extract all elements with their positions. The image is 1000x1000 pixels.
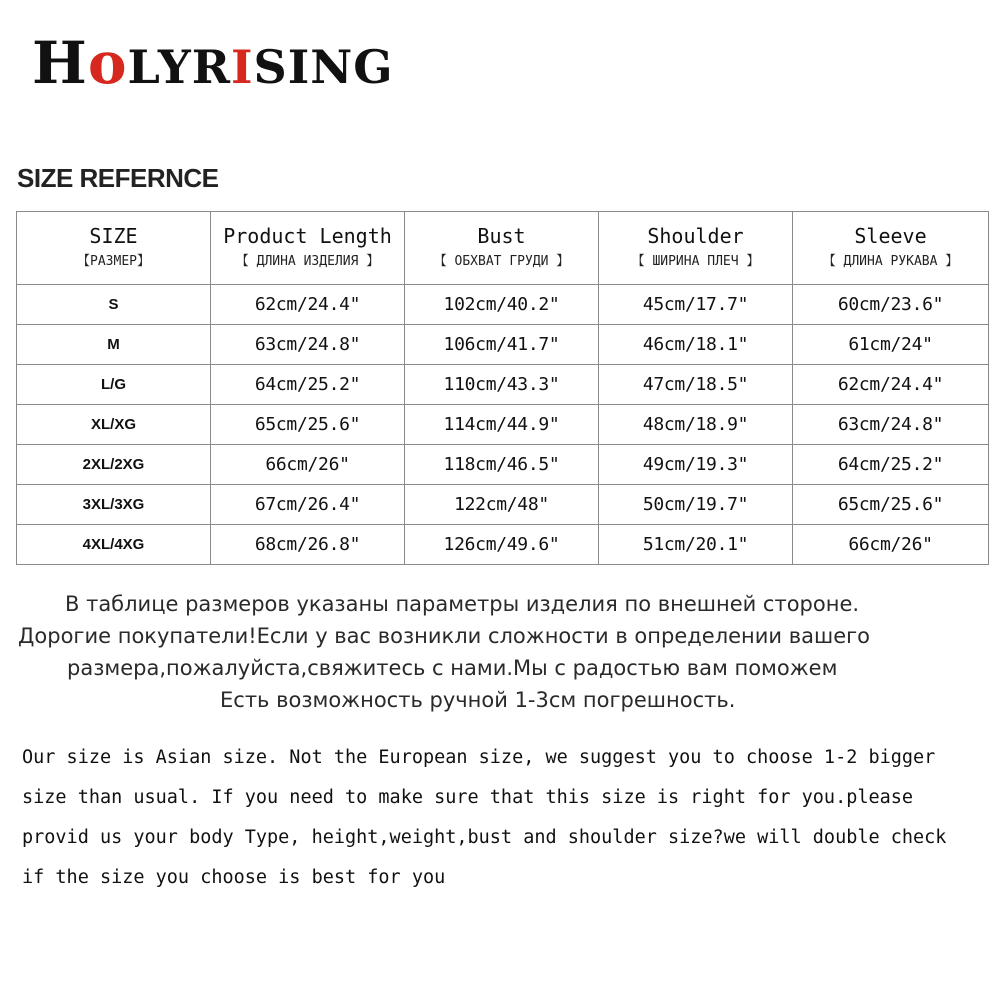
section-title: SIZE REFERNCE	[17, 163, 219, 193]
note-line: Our size is Asian size. Not the European size, we suggest you to choose 1-2 bigger	[22, 747, 936, 768]
table-row	[17, 365, 989, 405]
header-label: Sleeve	[854, 224, 927, 248]
header-label-ru: 【 ШИРИНА ПЛЕЧ 】	[631, 254, 760, 269]
cell-size: M	[17, 325, 211, 365]
table-row	[17, 405, 989, 445]
size-table	[16, 211, 989, 565]
table-row	[17, 525, 989, 565]
cell-shoulder: 50cm/19.7"	[599, 485, 793, 525]
table-row	[17, 285, 989, 325]
cell-bust: 122cm/48"	[405, 485, 599, 525]
header-label: Product Length	[223, 224, 392, 248]
header-bust	[405, 212, 599, 285]
note-line: Есть возможность ручной 1-3см погрешность.	[220, 688, 736, 712]
cell-sleeve: 60cm/23.6"	[793, 285, 989, 325]
english-notes	[22, 738, 992, 898]
table-row	[17, 445, 989, 485]
cell-shoulder: 46cm/18.1"	[599, 325, 793, 365]
cell-length: 68cm/26.8"	[211, 525, 405, 565]
cell-sleeve: 64cm/25.2"	[793, 445, 989, 485]
cell-shoulder: 47cm/18.5"	[599, 365, 793, 405]
cell-size: 2XL/2XG	[17, 445, 211, 485]
cell-bust: 110cm/43.3"	[405, 365, 599, 405]
note-line: Дорогие покупатели!Если у вас возникли сложности в определении вашего	[18, 624, 871, 648]
header-size	[17, 212, 211, 285]
cell-shoulder: 51cm/20.1"	[599, 525, 793, 565]
brand-letter: o	[87, 29, 128, 97]
cell-sleeve: 65cm/25.6"	[793, 485, 989, 525]
cell-length: 67cm/26.4"	[211, 485, 405, 525]
note-line: provid us your body Type, height,weight,bust and shoulder size?we will double check	[22, 827, 947, 848]
cell-sleeve: 63cm/24.8"	[793, 405, 989, 445]
cell-length: 63cm/24.8"	[211, 325, 405, 365]
table-header-row	[17, 212, 989, 285]
cell-shoulder: 49cm/19.3"	[599, 445, 793, 485]
cell-shoulder: 45cm/17.7"	[599, 285, 793, 325]
header-length	[211, 212, 405, 285]
brand-letter: H	[32, 29, 88, 97]
cell-length: 65cm/25.6"	[211, 405, 405, 445]
note-line: size than usual. If you need to make sure that this size is right for you.please	[22, 787, 914, 808]
note-line: if the size you choose is best for you	[22, 867, 446, 888]
cell-bust: 106cm/41.7"	[405, 325, 599, 365]
table-row	[17, 325, 989, 365]
header-label-ru: 【 ДЛИНА РУКАВА 】	[822, 254, 959, 269]
brand-logo	[32, 29, 394, 97]
cell-bust: 114cm/44.9"	[405, 405, 599, 445]
header-label-ru: 【 ДЛИНА ИЗДЕЛИЯ 】	[235, 254, 380, 269]
cell-bust: 102cm/40.2"	[405, 285, 599, 325]
header-label: Shoulder	[647, 224, 744, 248]
header-label-ru: 【 ОБХВАТ ГРУДИ 】	[433, 254, 570, 269]
cell-length: 62cm/24.4"	[211, 285, 405, 325]
cell-size: L/G	[17, 365, 211, 405]
brand-letter: LYR	[127, 40, 231, 94]
cell-size: S	[17, 285, 211, 325]
note-line: размера,пожалуйста,свяжитесь с нами.Мы с радостью вам поможем	[67, 656, 838, 680]
brand-letter: SING	[253, 40, 394, 94]
header-sleeve	[793, 212, 989, 285]
header-label: SIZE	[89, 224, 138, 248]
cell-length: 64cm/25.2"	[211, 365, 405, 405]
cell-sleeve: 61cm/24"	[793, 325, 989, 365]
cell-sleeve: 66cm/26"	[793, 525, 989, 565]
cell-shoulder: 48cm/18.9"	[599, 405, 793, 445]
cell-bust: 118cm/46.5"	[405, 445, 599, 485]
cell-size: 3XL/3XG	[17, 485, 211, 525]
header-label: Bust	[477, 224, 526, 248]
cell-sleeve: 62cm/24.4"	[793, 365, 989, 405]
cell-size: 4XL/4XG	[17, 525, 211, 565]
cell-length: 66cm/26"	[211, 445, 405, 485]
brand-letter: I	[230, 40, 254, 94]
cell-bust: 126cm/49.6"	[405, 525, 599, 565]
russian-notes	[0, 588, 1000, 716]
header-shoulder	[599, 212, 793, 285]
table-row	[17, 485, 989, 525]
note-line: В таблице размеров указаны параметры изделия по внешней стороне.	[65, 592, 860, 616]
cell-size: XL/XG	[17, 405, 211, 445]
header-label-ru: 【РАЗМЕР】	[77, 254, 150, 269]
